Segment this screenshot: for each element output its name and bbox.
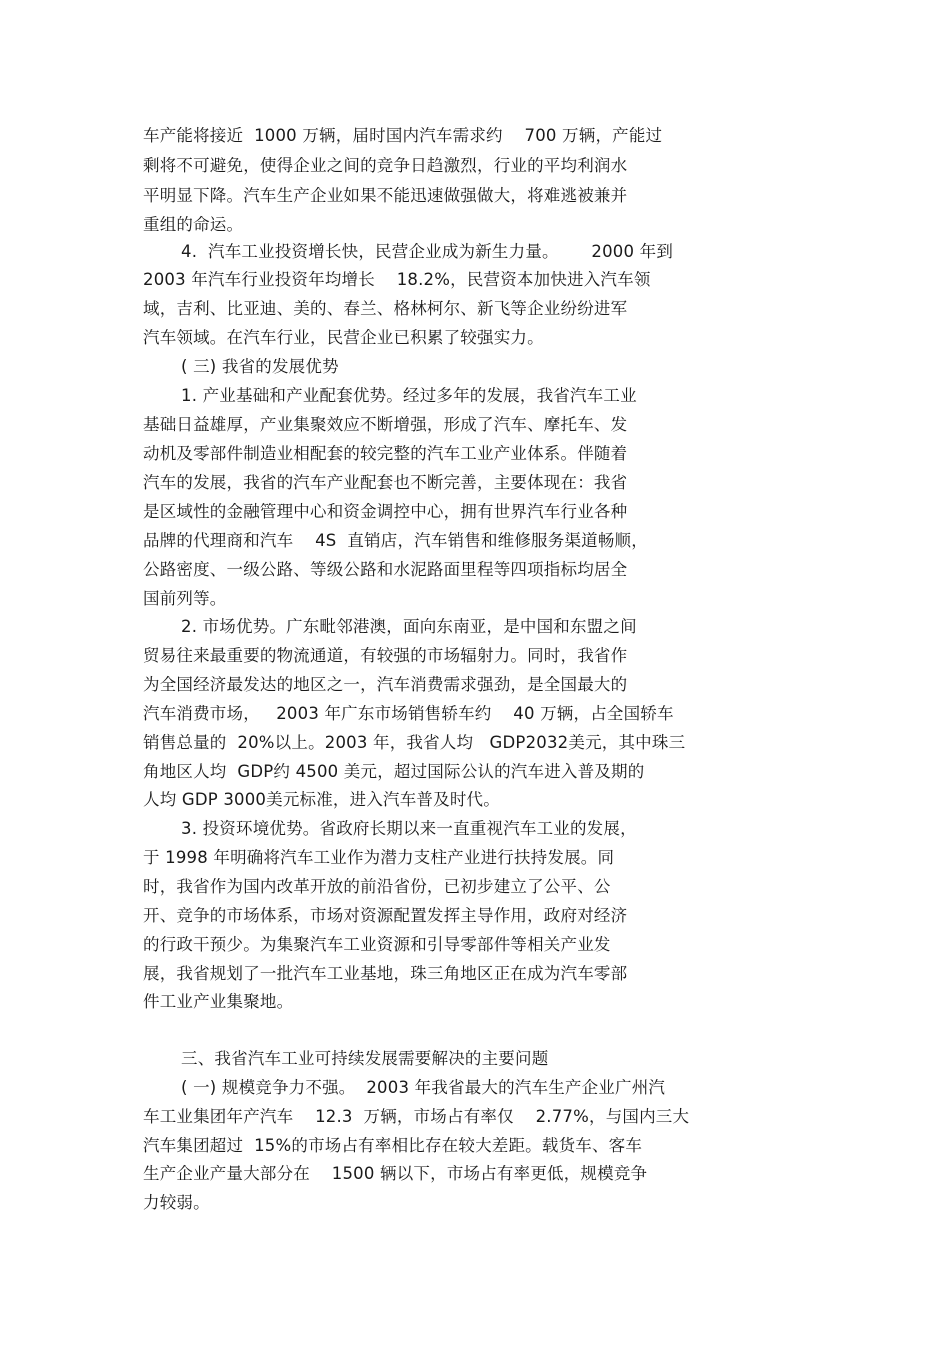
text-line: 车工业集团年产汽车 12.3 万辆，市场占有率仅 2.77%，与国内三大 [143,1107,690,1126]
text-line: 展，我省规划了一批汽车工业基地，珠三角地区正在成为汽车零部 [143,964,628,983]
text-line: 开、竞争的市场体系，市场对资源配置发挥主导作用，政府对经济 [143,906,628,925]
text-line: 1. 产业基础和产业配套优势。经过多年的发展，我省汽车工业 [181,386,637,405]
text-line: 域，吉利、比亚迪、美的、春兰、格林柯尔、新飞等企业纷纷进军 [143,299,628,318]
text-line: 品牌的代理商和汽车 4S 直销店，汽车销售和维修服务渠道畅顺， [143,531,648,550]
text-line: 销售总量的 20%以上。2003 年，我省人均 GDP2032美元，其中珠三 [143,733,686,752]
text-line: 平明显下降。汽车生产企业如果不能迅速做强做大，将难逃被兼并 [143,186,628,205]
text-line: 基础日益雄厚，产业集聚效应不断增强，形成了汽车、摩托车、发 [143,415,628,434]
text-line: 汽车消费市场， 2003 年广东市场销售轿车约 40 万辆，占全国轿车 [143,704,674,723]
text-line: 3. 投资环境优势。省政府长期以来一直重视汽车工业的发展， [181,819,637,838]
text-line: 的行政干预少。为集聚汽车工业资源和引导零部件等相关产业发 [143,935,611,954]
text-line: 重组的命运。 [143,215,244,234]
text-line: 是区域性的金融管理中心和资金调控中心，拥有世界汽车行业各种 [143,502,628,521]
text-line: 力较弱。 [143,1193,210,1212]
text-line: 汽车的发展，我省的汽车产业配套也不断完善，主要体现在：我省 [143,473,628,492]
text-line: 剩将不可避免，使得企业之间的竞争日趋激烈，行业的平均利润水 [143,156,628,175]
text-line: 为全国经济最发达的地区之一，汽车消费需求强劲，是全国最大的 [143,675,628,694]
text-line: ( 一) 规模竞争力不强。 2003 年我省最大的汽车生产企业广州汽 [181,1078,666,1097]
text-line: 于 1998 年明确将汽车工业作为潜力支柱产业进行扶持发展。同 [143,848,615,867]
text-line: 人均 GDP 3000美元标准，进入汽车普及时代。 [143,790,500,809]
text-line: 车产能将接近 1000 万辆，届时国内汽车需求约 700 万辆，产能过 [143,126,663,145]
text-line: 贸易往来最重要的物流通道，有较强的市场辐射力。同时，我省作 [143,646,628,665]
section-heading: ( 三) 我省的发展优势 [181,357,339,376]
text-line: 国前列等。 [143,589,227,608]
text-line: 汽车领域。在汽车行业，民营企业已积累了较强实力。 [143,328,544,347]
text-line: 时，我省作为国内改革开放的前沿省份，已初步建立了公平、公 [143,877,611,896]
text-line: 汽车集团超过 15%的市场占有率相比存在较大差距。载货车、客车 [143,1136,643,1155]
text-line: 2003 年汽车行业投资年均增长 18.2%，民营资本加快进入汽车领 [143,270,651,289]
text-line: 4. 汽车工业投资增长快，民营企业成为新生力量。 2000 年到 [181,242,674,261]
section-heading: 三、我省汽车工业可持续发展需要解决的主要问题 [181,1049,549,1068]
text-line: 生产企业产量大部分在 1500 辆以下，市场占有率更低，规模竞争 [143,1164,648,1183]
text-line: 2. 市场优势。广东毗邻港澳，面向东南亚，是中国和东盟之间 [181,617,637,636]
text-line: 角地区人均 GDP约 4500 美元，超过国际公认的汽车进入普及期的 [143,762,645,781]
text-line: 公路密度、一级公路、等级公路和水泥路面里程等四项指标均居全 [143,560,628,579]
text-line: 动机及零部件制造业相配套的较完整的汽车工业产业体系。伴随着 [143,444,628,463]
text-line: 件工业产业集聚地。 [143,992,294,1011]
